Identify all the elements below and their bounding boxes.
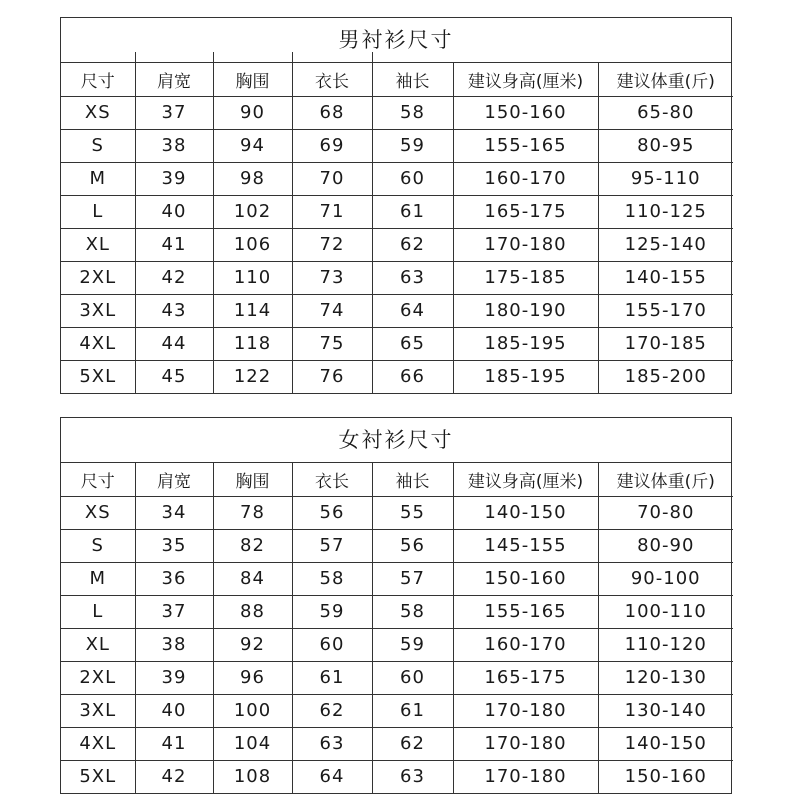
measurement-cell: 38 xyxy=(135,628,213,661)
measurement-cell: 58 xyxy=(372,96,453,129)
table-row xyxy=(61,529,733,562)
size-label-cell: 2XL xyxy=(61,661,135,694)
column-header: 袖长 xyxy=(372,463,453,496)
measurement-cell: 170-180 xyxy=(453,727,598,760)
column-header: 衣长 xyxy=(292,63,372,96)
measurement-cell: 64 xyxy=(372,294,453,327)
measurement-cell: 106 xyxy=(213,228,292,261)
size-label-cell: S xyxy=(61,129,135,162)
measurement-cell: 60 xyxy=(292,628,372,661)
measurement-cell: 56 xyxy=(372,529,453,562)
measurement-cell: 41 xyxy=(135,727,213,760)
measurement-cell: 102 xyxy=(213,195,292,228)
column-header: 衣长 xyxy=(292,463,372,496)
measurement-cell: 90-100 xyxy=(598,562,733,595)
measurement-cell: 61 xyxy=(372,195,453,228)
size-label-cell: M xyxy=(61,562,135,595)
measurement-cell: 170-180 xyxy=(453,694,598,727)
size-label-cell: L xyxy=(61,595,135,628)
column-header: 肩宽 xyxy=(135,463,213,496)
measurement-cell: 63 xyxy=(372,760,453,793)
measurement-cell: 61 xyxy=(372,694,453,727)
measurement-cell: 170-180 xyxy=(453,228,598,261)
measurement-cell: 114 xyxy=(213,294,292,327)
measurement-cell: 42 xyxy=(135,261,213,294)
table-row xyxy=(61,195,733,228)
table-row xyxy=(61,294,733,327)
measurement-cell: 59 xyxy=(292,595,372,628)
measurement-cell: 43 xyxy=(135,294,213,327)
measurement-cell: 74 xyxy=(292,294,372,327)
measurement-cell: 42 xyxy=(135,760,213,793)
measurement-cell: 70 xyxy=(292,162,372,195)
measurement-cell: 35 xyxy=(135,529,213,562)
column-header: 建议身高(厘米) xyxy=(453,463,598,496)
measurement-cell: 94 xyxy=(213,129,292,162)
measurement-cell: 56 xyxy=(292,496,372,529)
measurement-cell: 110 xyxy=(213,261,292,294)
measurement-cell: 82 xyxy=(213,529,292,562)
measurement-cell: 110-125 xyxy=(598,195,733,228)
measurement-cell: 92 xyxy=(213,628,292,661)
men-size-table xyxy=(60,17,732,394)
table-row xyxy=(61,628,733,661)
measurement-cell: 36 xyxy=(135,562,213,595)
measurement-cell: 122 xyxy=(213,360,292,393)
title-divider-tick xyxy=(372,52,373,62)
size-label-cell: M xyxy=(61,162,135,195)
measurement-cell: 78 xyxy=(213,496,292,529)
table-row xyxy=(61,261,733,294)
table-row xyxy=(61,129,733,162)
measurement-cell: 140-150 xyxy=(598,727,733,760)
measurement-cell: 165-175 xyxy=(453,195,598,228)
measurement-cell: 150-160 xyxy=(598,760,733,793)
column-header: 肩宽 xyxy=(135,63,213,96)
measurement-cell: 68 xyxy=(292,96,372,129)
column-header: 建议体重(斤) xyxy=(598,463,733,496)
table-row xyxy=(61,595,733,628)
column-header: 建议体重(斤) xyxy=(598,63,733,96)
measurement-cell: 185-195 xyxy=(453,360,598,393)
measurement-cell: 37 xyxy=(135,96,213,129)
title-divider-tick xyxy=(135,52,136,62)
measurement-cell: 100-110 xyxy=(598,595,733,628)
table-row xyxy=(61,562,733,595)
table-row xyxy=(61,694,733,727)
measurement-cell: 100 xyxy=(213,694,292,727)
measurement-cell: 39 xyxy=(135,162,213,195)
men-body xyxy=(61,96,733,393)
measurement-cell: 37 xyxy=(135,595,213,628)
size-label-cell: 5XL xyxy=(61,360,135,393)
size-label-cell: XL xyxy=(61,228,135,261)
measurement-cell: 150-160 xyxy=(453,96,598,129)
measurement-cell: 120-130 xyxy=(598,661,733,694)
measurement-cell: 57 xyxy=(292,529,372,562)
measurement-cell: 70-80 xyxy=(598,496,733,529)
measurement-cell: 130-140 xyxy=(598,694,733,727)
measurement-cell: 60 xyxy=(372,661,453,694)
measurement-cell: 40 xyxy=(135,195,213,228)
women-size-grid xyxy=(61,463,733,793)
measurement-cell: 58 xyxy=(292,562,372,595)
measurement-cell: 45 xyxy=(135,360,213,393)
women-header-row xyxy=(61,463,733,496)
measurement-cell: 125-140 xyxy=(598,228,733,261)
measurement-cell: 96 xyxy=(213,661,292,694)
table-row xyxy=(61,327,733,360)
measurement-cell: 95-110 xyxy=(598,162,733,195)
size-label-cell: XS xyxy=(61,496,135,529)
men-table-title xyxy=(61,18,731,63)
title-divider-tick xyxy=(292,52,293,62)
measurement-cell: 165-175 xyxy=(453,661,598,694)
measurement-cell: 55 xyxy=(372,496,453,529)
women-table-title-text: 女衬衫尺寸 xyxy=(338,428,454,452)
measurement-cell: 76 xyxy=(292,360,372,393)
table-row xyxy=(61,496,733,529)
measurement-cell: 61 xyxy=(292,661,372,694)
measurement-cell: 34 xyxy=(135,496,213,529)
table-row xyxy=(61,760,733,793)
measurement-cell: 57 xyxy=(372,562,453,595)
measurement-cell: 180-190 xyxy=(453,294,598,327)
measurement-cell: 185-200 xyxy=(598,360,733,393)
size-label-cell: 4XL xyxy=(61,727,135,760)
measurement-cell: 62 xyxy=(372,228,453,261)
size-label-cell: 3XL xyxy=(61,294,135,327)
column-header: 胸围 xyxy=(213,463,292,496)
men-table-title-text: 男衬衫尺寸 xyxy=(338,28,454,52)
measurement-cell: 39 xyxy=(135,661,213,694)
measurement-cell: 150-160 xyxy=(453,562,598,595)
size-label-cell: 4XL xyxy=(61,327,135,360)
size-label-cell: S xyxy=(61,529,135,562)
men-header-row xyxy=(61,63,733,96)
measurement-cell: 118 xyxy=(213,327,292,360)
measurement-cell: 110-120 xyxy=(598,628,733,661)
measurement-cell: 66 xyxy=(372,360,453,393)
size-label-cell: 3XL xyxy=(61,694,135,727)
measurement-cell: 155-165 xyxy=(453,595,598,628)
measurement-cell: 90 xyxy=(213,96,292,129)
measurement-cell: 104 xyxy=(213,727,292,760)
table-row xyxy=(61,162,733,195)
measurement-cell: 160-170 xyxy=(453,628,598,661)
measurement-cell: 65-80 xyxy=(598,96,733,129)
measurement-cell: 62 xyxy=(372,727,453,760)
measurement-cell: 59 xyxy=(372,129,453,162)
measurement-cell: 185-195 xyxy=(453,327,598,360)
measurement-cell: 41 xyxy=(135,228,213,261)
size-label-cell: 5XL xyxy=(61,760,135,793)
measurement-cell: 69 xyxy=(292,129,372,162)
table-row xyxy=(61,228,733,261)
measurement-cell: 140-150 xyxy=(453,496,598,529)
measurement-cell: 80-90 xyxy=(598,529,733,562)
measurement-cell: 64 xyxy=(292,760,372,793)
column-header: 袖长 xyxy=(372,63,453,96)
measurement-cell: 155-170 xyxy=(598,294,733,327)
measurement-cell: 63 xyxy=(372,261,453,294)
measurement-cell: 58 xyxy=(372,595,453,628)
measurement-cell: 44 xyxy=(135,327,213,360)
measurement-cell: 40 xyxy=(135,694,213,727)
measurement-cell: 72 xyxy=(292,228,372,261)
measurement-cell: 84 xyxy=(213,562,292,595)
measurement-cell: 160-170 xyxy=(453,162,598,195)
measurement-cell: 108 xyxy=(213,760,292,793)
size-label-cell: XL xyxy=(61,628,135,661)
size-label-cell: L xyxy=(61,195,135,228)
measurement-cell: 60 xyxy=(372,162,453,195)
measurement-cell: 175-185 xyxy=(453,261,598,294)
title-divider-tick xyxy=(213,52,214,62)
measurement-cell: 145-155 xyxy=(453,529,598,562)
measurement-cell: 63 xyxy=(292,727,372,760)
size-label-cell: 2XL xyxy=(61,261,135,294)
women-size-table xyxy=(60,417,732,794)
men-size-grid xyxy=(61,63,733,393)
table-row xyxy=(61,661,733,694)
measurement-cell: 62 xyxy=(292,694,372,727)
measurement-cell: 98 xyxy=(213,162,292,195)
measurement-cell: 73 xyxy=(292,261,372,294)
size-label-cell: XS xyxy=(61,96,135,129)
measurement-cell: 88 xyxy=(213,595,292,628)
table-row xyxy=(61,727,733,760)
table-row xyxy=(61,96,733,129)
measurement-cell: 59 xyxy=(372,628,453,661)
measurement-cell: 38 xyxy=(135,129,213,162)
measurement-cell: 170-180 xyxy=(453,760,598,793)
women-body xyxy=(61,496,733,793)
women-table-title xyxy=(61,418,731,463)
column-header: 尺寸 xyxy=(61,463,135,496)
measurement-cell: 75 xyxy=(292,327,372,360)
column-header: 尺寸 xyxy=(61,63,135,96)
measurement-cell: 170-185 xyxy=(598,327,733,360)
table-row xyxy=(61,360,733,393)
measurement-cell: 155-165 xyxy=(453,129,598,162)
column-header: 胸围 xyxy=(213,63,292,96)
measurement-cell: 80-95 xyxy=(598,129,733,162)
measurement-cell: 140-155 xyxy=(598,261,733,294)
measurement-cell: 65 xyxy=(372,327,453,360)
measurement-cell: 71 xyxy=(292,195,372,228)
column-header: 建议身高(厘米) xyxy=(453,63,598,96)
